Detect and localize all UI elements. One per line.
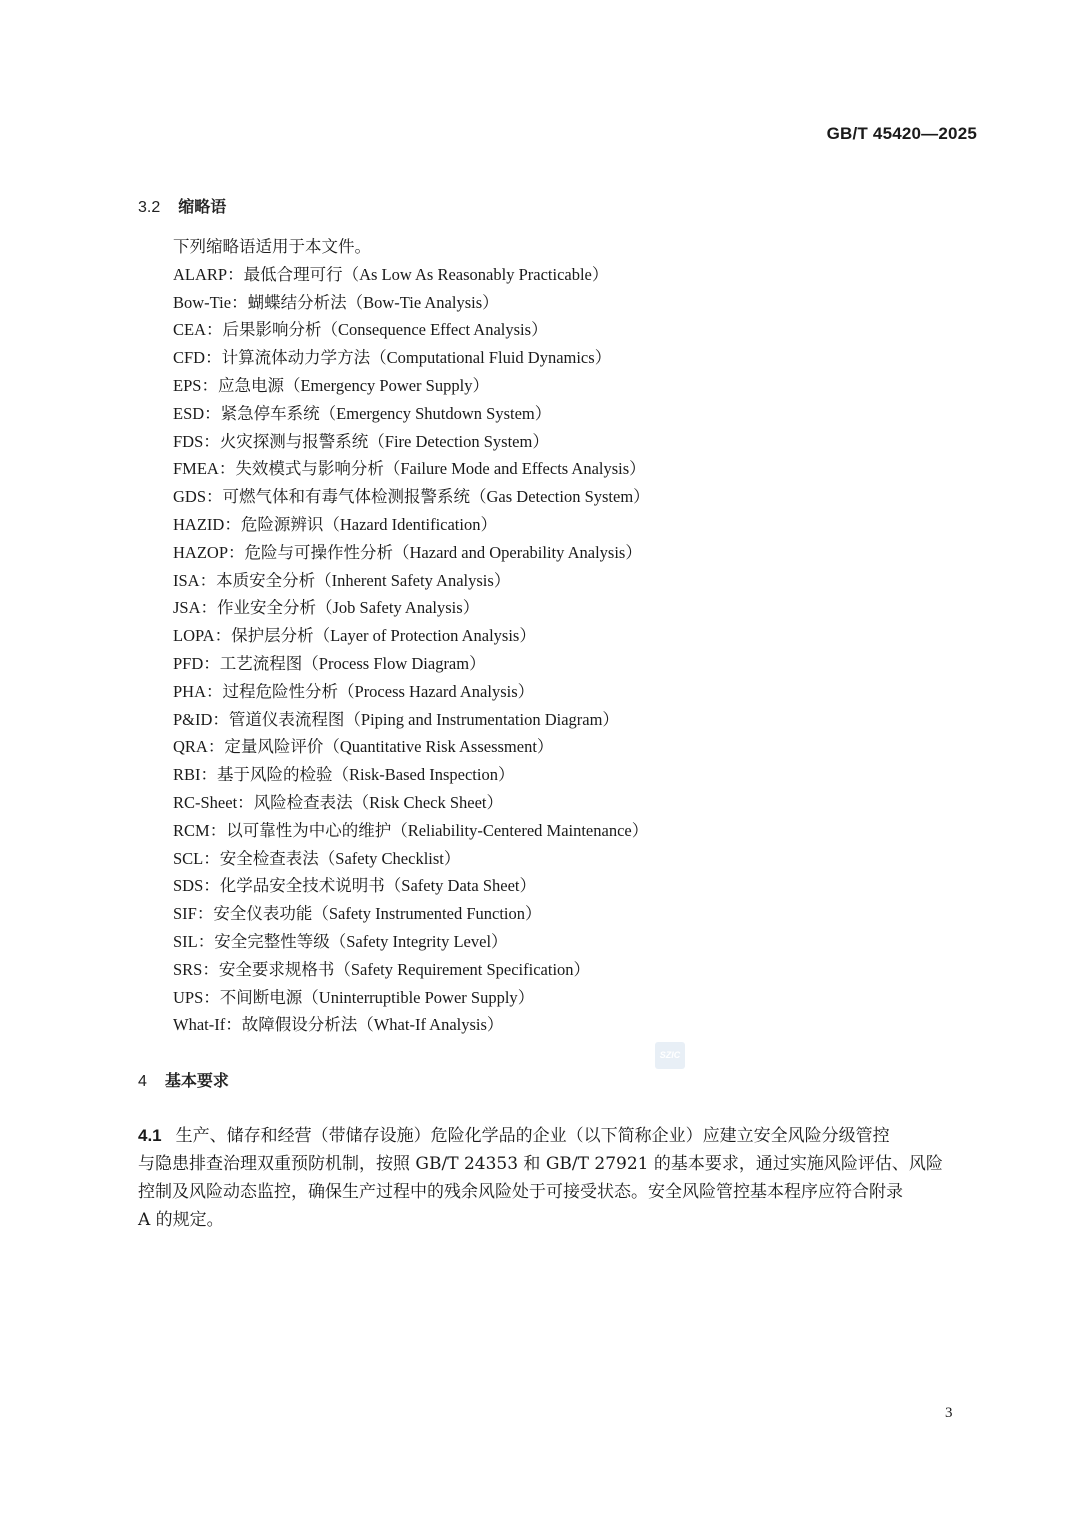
close-paren: ） [534, 403, 552, 423]
open-paren: （ [391, 820, 408, 840]
abbreviation-term: PFD [173, 653, 204, 673]
separator: ： [196, 904, 214, 924]
abbreviation-english: Layer of Protection Analysis [330, 626, 520, 646]
separator: ： [206, 320, 223, 340]
abbreviation-chinese: 危险源辨识 [240, 514, 324, 534]
abbreviation-item [173, 511, 893, 539]
abbreviation-chinese: 本质安全分析 [216, 570, 316, 590]
abbreviation-item [173, 289, 893, 317]
close-paren: ） [633, 487, 650, 507]
abbreviation-term: EPS [173, 375, 202, 395]
abbreviation-term: ALARP [173, 264, 228, 284]
close-paren: ） [525, 904, 542, 924]
abbreviation-item [173, 789, 893, 817]
abbreviation-item [173, 316, 893, 344]
abbreviation-english: Emergency Power Supply [300, 375, 473, 395]
abbreviation-item [173, 1011, 893, 1039]
abbreviation-chinese: 安全仪表功能 [213, 904, 313, 924]
watermark-logo: SZIC [655, 1042, 685, 1069]
abbreviation-chinese: 作业安全分析 [217, 598, 317, 618]
open-paren: （ [342, 264, 360, 284]
separator: ： [231, 292, 248, 312]
abbreviation-item [173, 956, 893, 984]
abbreviation-term: CEA [173, 320, 206, 340]
abbreviation-item [173, 622, 893, 650]
open-paren: （ [368, 431, 385, 451]
open-paren: （ [318, 848, 336, 868]
open-paren: （ [319, 403, 337, 423]
open-paren: （ [329, 931, 347, 951]
abbreviation-english: Safety Instrumented Function [328, 904, 525, 924]
abbreviation-english: Computational Fluid Dynamics [386, 348, 595, 368]
abbreviation-items [173, 261, 893, 1039]
separator: ： [203, 653, 220, 673]
close-paren: ） [625, 542, 642, 562]
section-number: 3.2 [138, 199, 161, 216]
abbreviation-term: FMEA [173, 459, 219, 479]
abbreviation-chinese: 应急电源 [217, 375, 284, 395]
abbreviation-chinese: 可燃气体和有毒气体检测报警系统 [222, 487, 471, 507]
abbreviation-list [173, 233, 893, 1039]
close-paren: ） [486, 1015, 504, 1035]
abbreviation-term: SIF [173, 904, 197, 924]
separator: ： [204, 403, 221, 423]
abbreviation-english: Emergency Shutdown System [336, 403, 535, 423]
separator: ： [205, 348, 222, 368]
abbreviation-english: Piping and Instrumentation Diagram [360, 709, 603, 729]
abbreviation-term: P&ID [173, 709, 213, 729]
separator: ： [224, 514, 241, 534]
abbreviation-chinese: 工艺流程图 [219, 653, 303, 673]
close-paren: ） [480, 514, 497, 534]
abbreviation-item [173, 872, 893, 900]
abbreviation-chinese: 基于风险的检验 [217, 765, 333, 785]
abbreviation-item [173, 733, 893, 761]
abbreviation-chinese: 失效模式与影响分析 [235, 459, 384, 479]
section-heading-4 [138, 1068, 229, 1091]
close-paren: ） [629, 459, 646, 479]
separator: ： [203, 987, 220, 1007]
abbreviation-term: Bow-Tie [173, 292, 232, 312]
abbreviation-item [173, 372, 893, 400]
open-paren: （ [312, 904, 329, 924]
separator: ： [197, 931, 215, 951]
abbreviation-item [173, 455, 893, 483]
close-paren: ） [491, 931, 508, 951]
abbreviation-english: Safety Checklist [335, 848, 444, 868]
close-paren: ） [519, 626, 536, 646]
abbreviation-english: Bow-Tie Analysis [363, 292, 483, 312]
clause-4-1 [138, 1122, 978, 1234]
abbreviation-english: Inherent Safety Analysis [331, 570, 494, 590]
abbreviation-item [173, 650, 893, 678]
open-paren: （ [323, 514, 340, 534]
separator: ： [202, 959, 219, 979]
abbreviation-english: Safety Requirement Specification [350, 959, 574, 979]
abbreviation-item [173, 567, 893, 595]
separator: ： [200, 598, 218, 618]
open-paren: （ [370, 348, 387, 368]
abbreviation-term: SCL [173, 848, 204, 868]
clause-line: A 的规定。 [138, 1210, 224, 1230]
abbreviation-chinese: 后果影响分析 [222, 320, 322, 340]
abbreviation-term: JSA [173, 598, 201, 618]
abbreviation-term: GDS [173, 487, 207, 507]
abbreviation-chinese: 安全要求规格书 [218, 959, 335, 979]
close-paren: ） [469, 653, 486, 673]
abbreviation-chinese: 保护层分析 [231, 626, 314, 646]
close-paren: ） [573, 959, 591, 979]
abbreviation-item [173, 678, 893, 706]
abbreviation-english: Failure Mode and Effects Analysis [400, 459, 630, 479]
abbreviation-chinese: 故障假设分析法 [241, 1015, 358, 1035]
abbreviation-chinese: 管道仪表流程图 [228, 709, 345, 729]
abbreviation-english: Job Safety Analysis [332, 598, 463, 618]
clause-line: 与隐患排查治理双重预防机制，按照 GB/T 24353 和 GB/T 27921 的基本要求，通过实施风险评估、风险 [138, 1154, 943, 1174]
clause-number: 4.1 [138, 1126, 162, 1145]
close-paren: ） [493, 570, 511, 590]
close-paren: ） [519, 876, 536, 896]
open-paren: （ [334, 959, 351, 979]
separator: ： [237, 792, 254, 812]
separator: ： [209, 820, 227, 840]
abbreviation-item [173, 539, 893, 567]
abbreviation-item [173, 400, 893, 428]
open-paren: （ [315, 570, 332, 590]
separator: ： [206, 487, 223, 507]
open-paren: （ [321, 320, 338, 340]
abbreviation-term: CFD [173, 348, 206, 368]
open-paren: （ [352, 792, 370, 812]
section-heading-3-2 [138, 194, 226, 217]
separator: ： [199, 570, 217, 590]
close-paren: ） [462, 598, 480, 618]
abbreviation-chinese: 蝴蝶结分析法 [247, 292, 347, 312]
abbreviation-term: SDS [173, 876, 204, 896]
abbreviation-item [173, 900, 893, 928]
close-paren: ） [594, 348, 612, 368]
abbreviation-item [173, 344, 893, 372]
separator: ： [203, 848, 220, 868]
clause-text: 生产、储存和经营（带储存设施）危险化学品的企业（以下简称企业）应建立安全风险分级管控 [175, 1126, 890, 1146]
abbreviation-english: Fire Detection System [384, 431, 533, 451]
abbreviation-english: What-If Analysis [373, 1015, 487, 1035]
abbreviation-term: RC-Sheet [173, 792, 238, 812]
separator: ： [212, 709, 229, 729]
separator: ： [218, 459, 236, 479]
standard-code: GB/T 45420—2025 [826, 124, 977, 143]
close-paren: ） [517, 987, 535, 1007]
open-paren: （ [357, 1015, 374, 1035]
abbreviation-term: What-If [173, 1015, 226, 1035]
abbreviation-term: ESD [173, 403, 205, 423]
close-paren: ） [443, 848, 461, 868]
abbreviation-english: Safety Data Sheet [401, 876, 520, 896]
abbreviation-term: HAZID [173, 514, 225, 534]
abbreviation-chinese: 紧急停车系统 [220, 403, 320, 423]
open-paren: （ [302, 987, 319, 1007]
close-paren: ） [536, 737, 554, 757]
abbreviation-term: FDS [173, 431, 204, 451]
separator: ： [203, 431, 220, 451]
abbreviation-term: RBI [173, 765, 201, 785]
close-paren: ） [591, 264, 609, 284]
abbreviation-term: PHA [173, 681, 207, 701]
abbreviation-english: Quantitative Risk Assessment [339, 737, 537, 757]
abbreviation-intro: 下列缩略语适用于本文件。 [173, 237, 371, 256]
open-paren: （ [313, 626, 331, 646]
close-paren: ） [497, 765, 515, 785]
open-paren: （ [346, 292, 364, 312]
abbreviation-chinese: 最低合理可行 [243, 264, 343, 284]
open-paren: （ [344, 709, 361, 729]
close-paren: ） [517, 681, 535, 701]
open-paren: （ [302, 653, 319, 673]
abbreviation-item [173, 928, 893, 956]
separator: ： [227, 264, 244, 284]
open-paren: （ [384, 876, 402, 896]
abbreviation-chinese: 不间断电源 [219, 987, 303, 1007]
close-paren: ） [482, 292, 499, 312]
section-number: 4 [138, 1073, 147, 1090]
abbreviation-english: Uninterruptible Power Supply [318, 987, 518, 1007]
abbreviation-english: Process Hazard Analysis [354, 681, 518, 701]
close-paren: ） [602, 709, 619, 729]
separator: ： [201, 375, 218, 395]
close-paren: ） [486, 792, 503, 812]
abbreviation-english: Reliability-Centered Maintenance [407, 820, 632, 840]
abbreviation-item [173, 984, 893, 1012]
open-paren: （ [383, 459, 401, 479]
abbreviation-item [173, 706, 893, 734]
abbreviation-item [173, 817, 893, 845]
separator: ： [225, 1015, 242, 1035]
open-paren: （ [393, 542, 410, 562]
abbreviation-item [173, 483, 893, 511]
section-title: 基本要求 [164, 1071, 229, 1090]
abbreviation-term: ISA [173, 570, 200, 590]
abbreviation-english: As Low As Reasonably Practicable [359, 264, 592, 284]
open-paren: （ [470, 487, 487, 507]
section-title: 缩略语 [178, 197, 227, 216]
abbreviation-term: HAZOP [173, 542, 229, 562]
clause-line [138, 1122, 978, 1150]
open-paren: （ [283, 375, 301, 395]
abbreviation-english: Process Flow Diagram [318, 653, 470, 673]
abbreviation-term: UPS [173, 987, 204, 1007]
open-paren: （ [332, 765, 350, 785]
separator: ： [206, 681, 223, 701]
abbreviation-chinese: 以可靠性为中心的维护 [226, 820, 392, 840]
abbreviation-term: SIL [173, 931, 198, 951]
separator: ： [214, 626, 232, 646]
abbreviation-english: Consequence Effect Analysis [338, 320, 532, 340]
abbreviation-item [173, 261, 893, 289]
abbreviation-chinese: 安全完整性等级 [214, 931, 330, 951]
abbreviation-english: Hazard Identification [339, 514, 481, 534]
page-number: 3 [945, 1405, 953, 1421]
abbreviation-item [173, 845, 893, 873]
abbreviation-english: Safety Integrity Level [346, 931, 492, 951]
separator: ： [200, 765, 218, 785]
close-paren: ） [631, 820, 649, 840]
separator: ： [203, 876, 220, 896]
abbreviation-chinese: 危险与可操作性分析 [244, 542, 394, 562]
abbreviation-chinese: 火灾探测与报警系统 [219, 431, 369, 451]
open-paren: （ [323, 737, 340, 757]
clause-line: 控制及风险动态监控，确保生产过程中的残余风险处于可接受状态。安全风险管控基本程序应符合附录 [138, 1182, 903, 1202]
separator: ： [228, 542, 245, 562]
abbreviation-term: LOPA [173, 626, 215, 646]
abbreviation-english: Risk Check Sheet [369, 792, 487, 812]
abbreviation-item [173, 428, 893, 456]
abbreviation-term: QRA [173, 737, 208, 757]
abbreviation-chinese: 化学品安全技术说明书 [219, 876, 385, 896]
open-paren: （ [338, 681, 355, 701]
abbreviation-item [173, 594, 893, 622]
abbreviation-chinese: 安全检查表法 [219, 848, 319, 868]
abbreviation-english: Gas Detection System [486, 487, 634, 507]
abbreviation-chinese: 计算流体动力学方法 [221, 348, 371, 368]
abbreviation-chinese: 风险检查表法 [253, 792, 353, 812]
abbreviation-item [173, 761, 893, 789]
abbreviation-english: Hazard and Operability Analysis [409, 542, 626, 562]
abbreviation-chinese: 过程危险性分析 [222, 681, 339, 701]
close-paren: ） [472, 375, 489, 395]
abbreviation-english: Risk-Based Inspection [349, 765, 498, 785]
abbreviation-term: SRS [173, 959, 203, 979]
open-paren: （ [316, 598, 333, 618]
abbreviation-term: RCM [173, 820, 210, 840]
separator: ： [207, 737, 225, 757]
close-paren: ） [532, 431, 549, 451]
close-paren: ） [531, 320, 548, 340]
abbreviation-chinese: 定量风险评价 [224, 737, 324, 757]
